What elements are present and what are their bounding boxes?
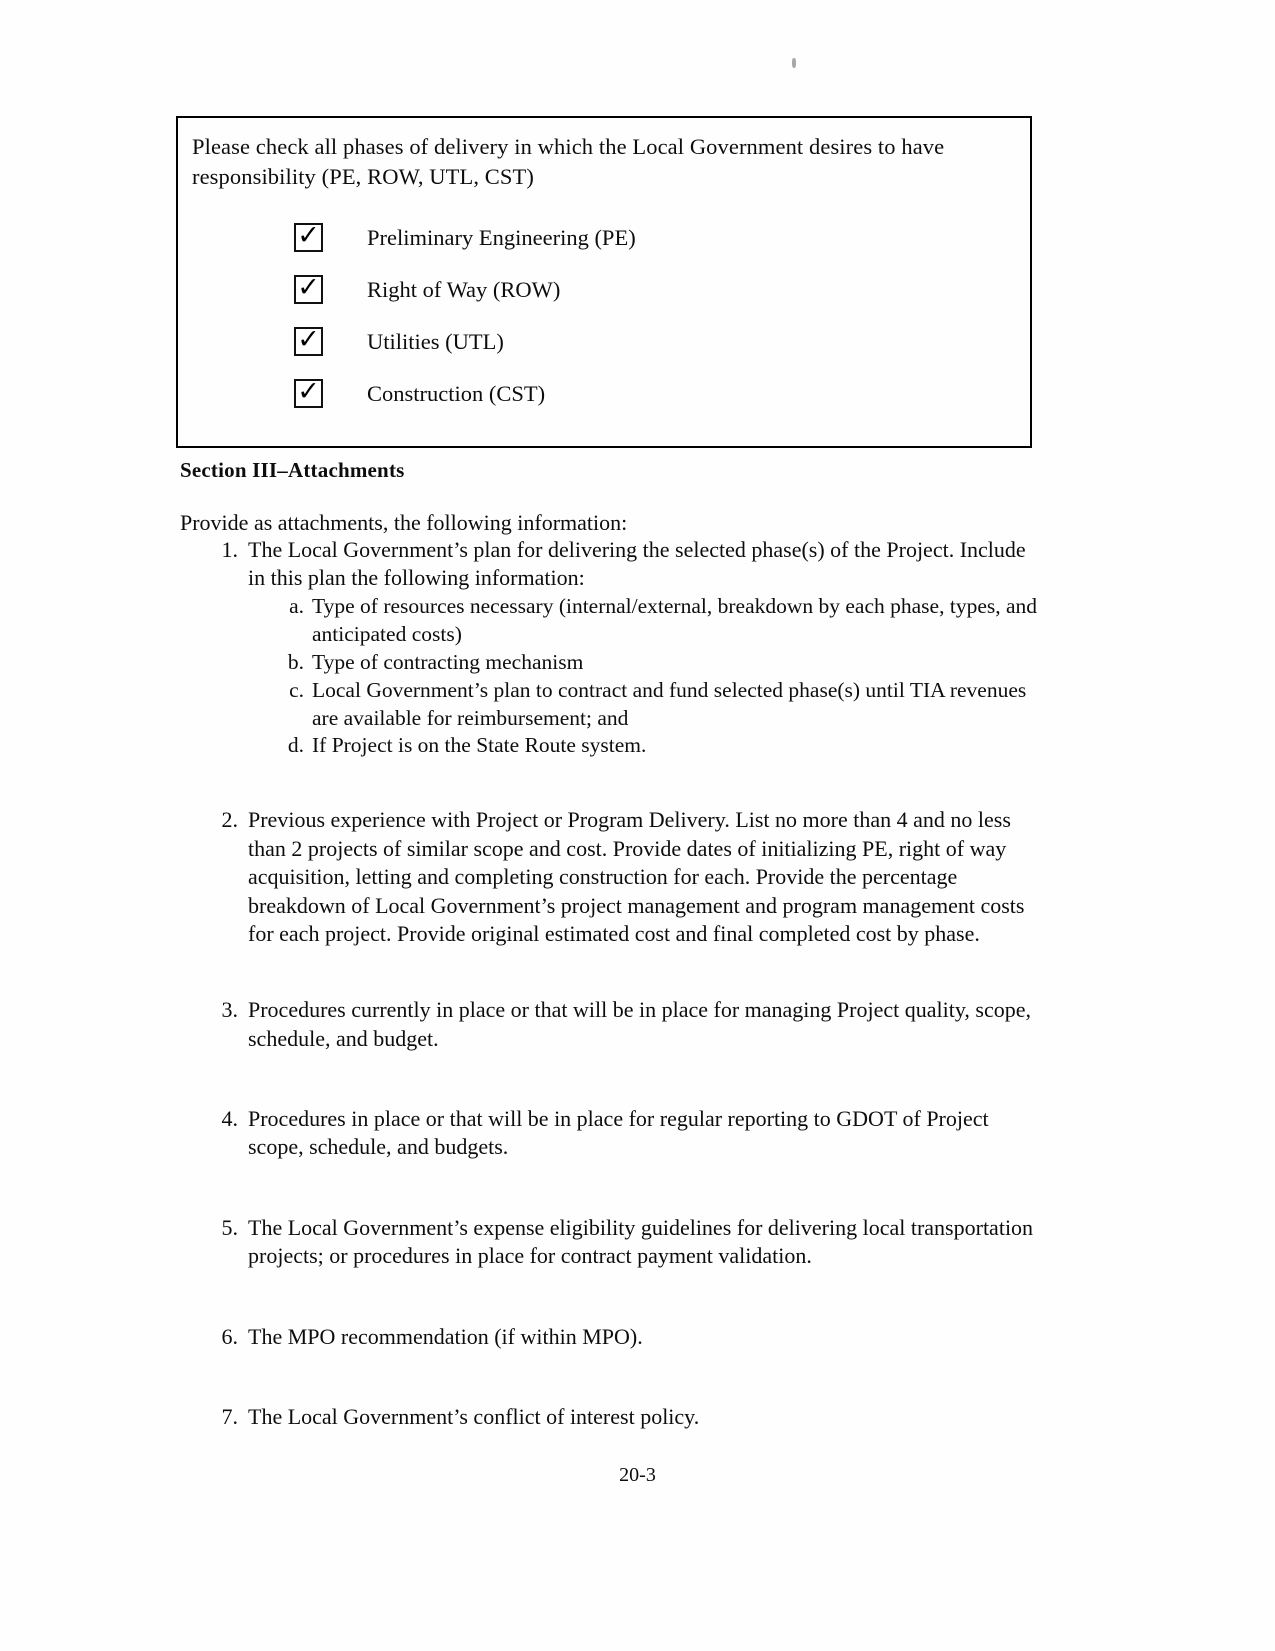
page-number: 20-3: [619, 1464, 656, 1486]
checkmark-icon: ✓: [297, 324, 320, 356]
attachment-text: The Local Government’s expense eligibility guidelines for delivering local transportation projects; or procedures in place for contract payment validation.: [248, 1214, 1034, 1269]
phase-option-row[interactable]: [192, 264, 1012, 316]
sublist-number: d.: [287, 733, 304, 758]
phase-option-pe[interactable]: [192, 212, 1012, 264]
checkmark-icon: ✓: [297, 376, 320, 408]
attachment-item-5: [180, 1214, 1040, 1271]
attachment-subitem-d: [248, 732, 1040, 760]
phase-label-cst: Construction (CST): [367, 380, 546, 406]
checkbox-utl[interactable]: [294, 324, 323, 356]
sublist-number: c.: [289, 677, 304, 702]
sublist-text: Type of contracting mechanism: [312, 649, 584, 674]
checkbox-row[interactable]: [294, 272, 323, 304]
attachment-text: Procedures in place or that will be in place for regular reporting to GDOT of Project scope, schedule, and budgets.: [248, 1106, 989, 1160]
attachment-subitem-c: [248, 677, 1040, 733]
phase-panel-instruction: Please check all phases of delivery in which the Local Government desires to have responsibility (PE, ROW, UTL, CST): [192, 134, 945, 189]
attachment-text: The MPO recommendation (if within MPO).: [248, 1323, 643, 1349]
phase-option-utl[interactable]: [192, 316, 1012, 368]
sublist-number: a.: [289, 593, 304, 618]
sublist-text: Local Government’s plan to contract and fund selected phase(s) until TIA revenues are available for reimbursement; and: [312, 677, 1027, 730]
attachment-text: Previous experience with Project or Program Delivery. List no more than 4 and no less than 2 projects of similar scope and cost. Provide dates of initializing PE, right of way acquisition, letting and completing construction for each. Provide the percentage breakdown of Local Government’s project management and program management costs for each project. Provide original estimated cost and final completed cost by phase.: [248, 807, 1025, 946]
section-heading: Section III–Attachments: [180, 458, 405, 483]
list-number: 3.: [221, 997, 238, 1023]
list-number: 5.: [221, 1214, 238, 1240]
phase-checkbox-list: [192, 212, 1012, 420]
attachment-subitem-b: [248, 649, 1040, 677]
attachment-text: The Local Government’s conflict of interest policy.: [248, 1403, 700, 1429]
attachments-list: [180, 536, 1040, 1431]
attachment-item-7: [180, 1403, 1040, 1431]
section-lead-paragraph: Provide as attachments, the following information:: [180, 510, 628, 535]
list-number: 7.: [221, 1403, 238, 1429]
phase-label-pe: Preliminary Engineering (PE): [367, 224, 636, 250]
attachment-item-1: [180, 536, 1040, 760]
attachment-item-2: [180, 806, 1040, 948]
attachment-1-sublist: [248, 593, 1040, 761]
attachment-item-6: [180, 1323, 1040, 1351]
list-number: 2.: [221, 807, 238, 833]
scan-artifact-speck: [792, 58, 796, 68]
sublist-text: If Project is on the State Route system.: [312, 733, 647, 758]
attachment-subitem-a: [248, 593, 1040, 649]
sublist-number: b.: [287, 649, 304, 674]
checkmark-icon: ✓: [297, 220, 320, 252]
checkbox-pe[interactable]: [294, 220, 323, 252]
phase-option-cst[interactable]: [192, 368, 1012, 420]
phase-label-row: Right of Way (ROW): [367, 276, 561, 302]
sublist-text: Type of resources necessary (internal/external, breakdown by each phase, types, and anticipated costs): [312, 593, 1038, 646]
attachment-item-4: [180, 1105, 1040, 1162]
list-number: 1.: [221, 537, 238, 562]
checkmark-icon: ✓: [297, 272, 320, 304]
attachment-text: Procedures currently in place or that will be in place for managing Project quality, scope, schedule, and budget.: [248, 997, 1031, 1051]
phase-label-utl: Utilities (UTL): [367, 328, 504, 354]
delivery-phase-panel: [176, 116, 1032, 448]
attachment-item-3: [180, 996, 1040, 1053]
list-number: 6.: [221, 1323, 238, 1349]
checkbox-cst[interactable]: [294, 376, 323, 408]
list-number: 4.: [221, 1106, 238, 1131]
attachment-text: The Local Government’s plan for delivering the selected phase(s) of the Project. Include in this plan the following information:: [248, 537, 1026, 591]
